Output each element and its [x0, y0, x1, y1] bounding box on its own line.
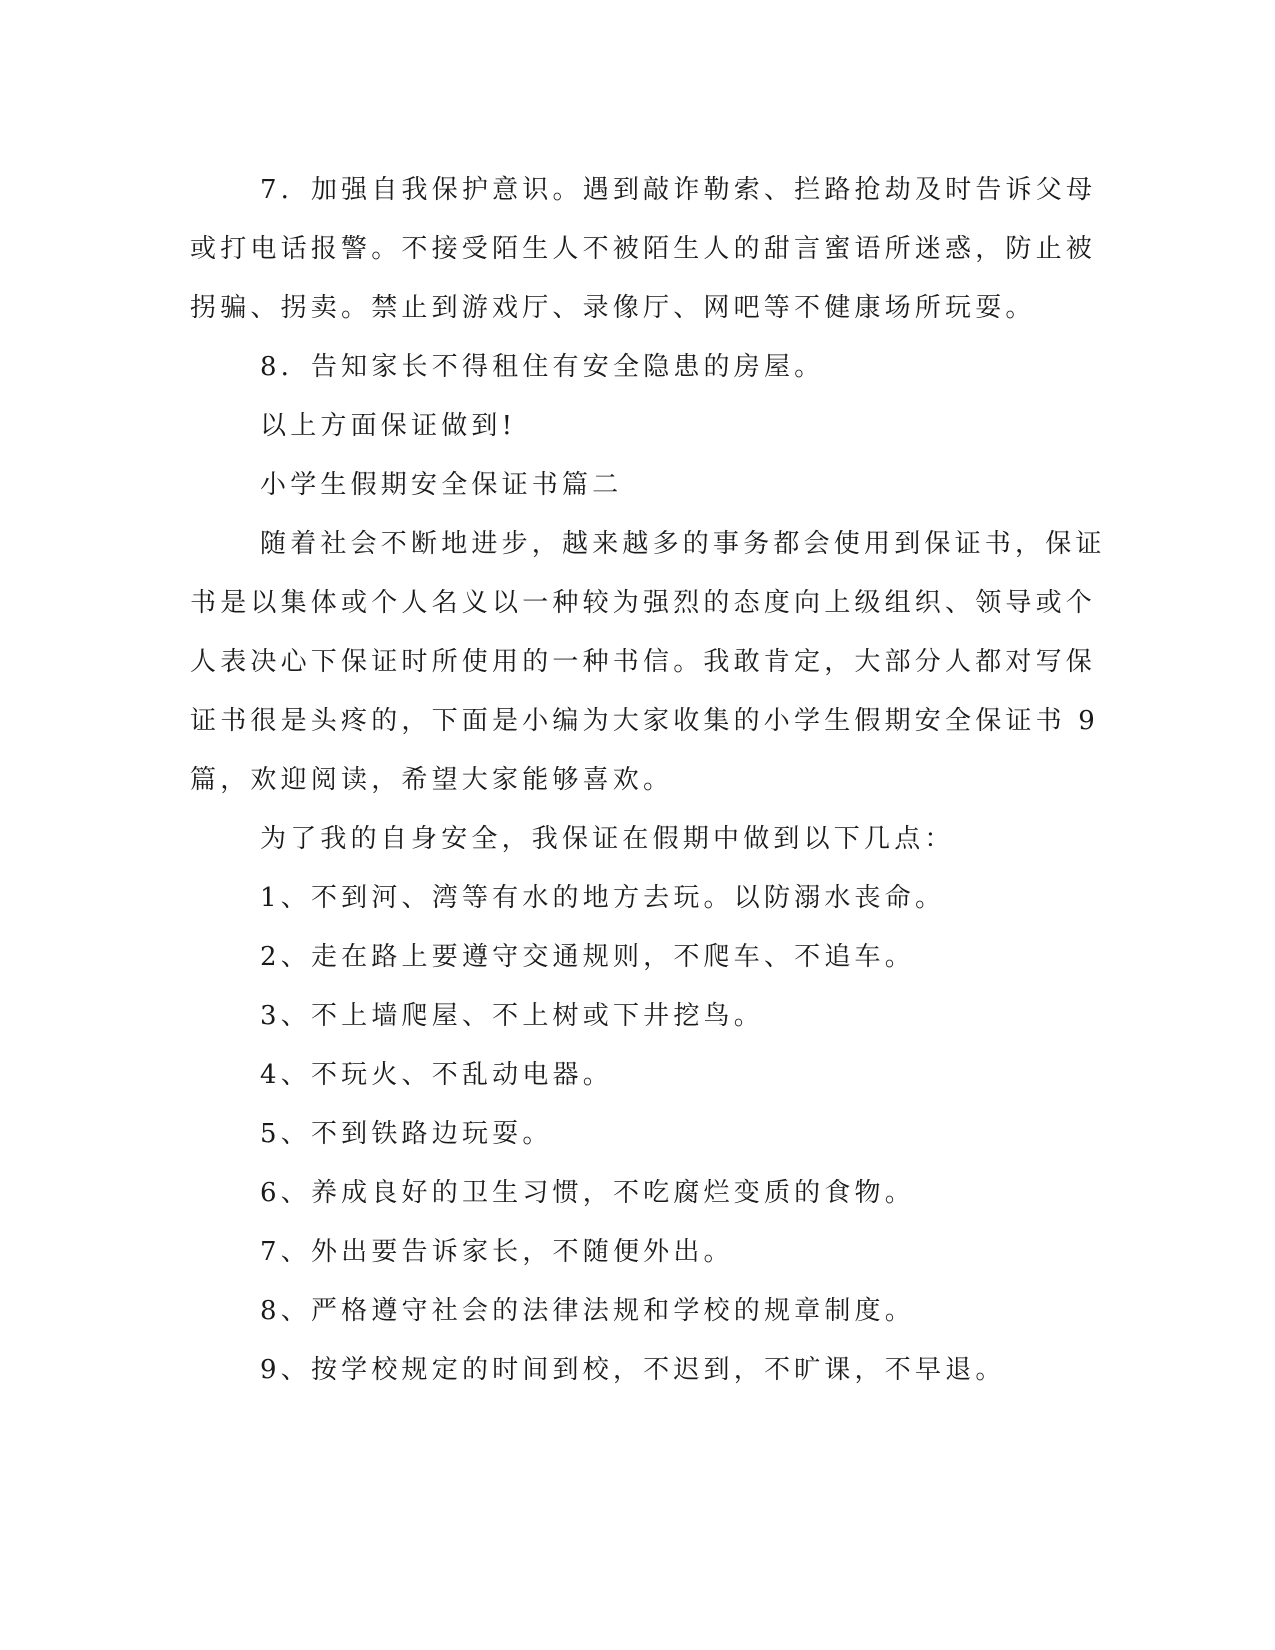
- list-item: 3、不上墙爬屋、不上树或下井挖鸟。: [260, 1001, 764, 1031]
- text-line: 人表决心下保证时所使用的一种书信。我敢肯定，大部分人都对写保: [190, 647, 1097, 677]
- text-line: 为了我的自身安全，我保证在假期中做到以下几点：: [260, 824, 955, 854]
- text-line: 证书很是头疼的，下面是小编为大家收集的小学生假期安全保证书 9: [190, 706, 1100, 736]
- text-line: 8．告知家长不得租住有安全隐患的房屋。: [260, 352, 825, 382]
- list-item: 8、严格遵守社会的法律法规和学校的规章制度。: [260, 1296, 915, 1326]
- text-line: 书是以集体或个人名义以一种较为强烈的态度向上级组织、领导或个: [190, 588, 1097, 618]
- list-item: 4、不玩火、不乱动电器。: [260, 1060, 613, 1090]
- text-line: 随着社会不断地进步，越来越多的事务都会使用到保证书，保证: [260, 529, 1106, 559]
- text-line: 篇，欢迎阅读，希望大家能够喜欢。: [190, 765, 674, 795]
- list-item: 2、走在路上要遵守交通规则，不爬车、不追车。: [260, 942, 915, 972]
- list-item: 9、按学校规定的时间到校，不迟到，不旷课，不早退。: [260, 1355, 1006, 1385]
- text-line: 拐骗、拐卖。禁止到游戏厅、录像厅、网吧等不健康场所玩耍。: [190, 293, 1036, 323]
- list-item: 1、不到河、湾等有水的地方去玩。以防溺水丧命。: [260, 883, 946, 913]
- list-item: 7、外出要告诉家长，不随便外出。: [260, 1237, 734, 1267]
- document-body: [190, 161, 1106, 1400]
- section-heading: 小学生假期安全保证书篇二: [260, 470, 623, 500]
- list-item: 6、养成良好的卫生习惯，不吃腐烂变质的食物。: [260, 1178, 915, 1208]
- text-line: 7．加强自我保护意识。遇到敲诈勒索、拦路抢劫及时告诉父母: [260, 175, 1097, 205]
- list-item: 5、不到铁路边玩耍。: [260, 1119, 553, 1149]
- text-line: 以上方面保证做到!: [260, 411, 517, 441]
- text-line: 或打电话报警。不接受陌生人不被陌生人的甜言蜜语所迷惑，防止被: [190, 234, 1097, 264]
